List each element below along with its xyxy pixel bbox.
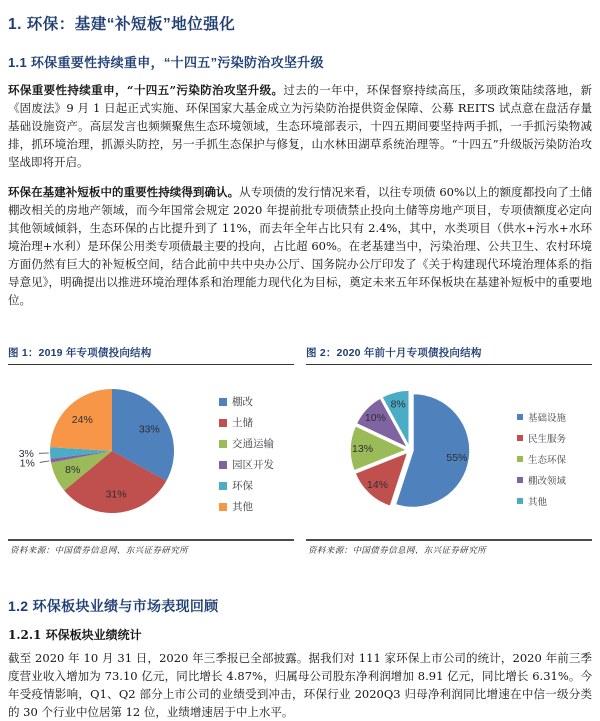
pie-data-label: 8% (391, 399, 406, 411)
figure-1 (8, 343, 294, 556)
legend-item-棚改 (219, 391, 274, 412)
legend-item-生态环保 (517, 448, 566, 469)
paragraph-3: 截至 2020 年 10 月 31 日，2020 年三季报已全部披露。据我们对 111 家环保上市公司的统计，2020 年前三季度营业收入增加为 73.10 亿元，同比增长 4.87%，归属母公司股东净利润增加 8.91 亿元，同比增长 6.31%。今年受疫情影响，Q1、Q2 部分上市公司的业绩受到冲击，环保行业 2020Q3 归母净利润同比增速在中信一级分类的 30 个行业中位居第 12 位，业绩增速居于中上水平。 (8, 649, 592, 721)
section-1-heading: 1. 环保：基建“补短板”地位强化 (8, 12, 592, 34)
legend-swatch-icon (219, 398, 227, 406)
figure-2-chart-area (306, 365, 592, 537)
figure-1-title: 图 1：2019 年专项债投向结构 (8, 343, 294, 365)
pie-chart-2019 (8, 365, 220, 537)
legend-label: 其他 (528, 494, 547, 508)
legend-label: 其他 (232, 499, 253, 514)
pie-data-label: 1% (20, 458, 35, 470)
figure-row (8, 343, 592, 556)
legend-swatch-icon (219, 503, 227, 511)
legend-swatch-icon (517, 477, 523, 483)
legend-label: 交通运输 (232, 436, 274, 451)
legend-label: 土储 (232, 415, 253, 430)
paragraph-1 (8, 81, 592, 171)
figure-2-title: 图 2：2020 年前十月专项债投向结构 (306, 343, 592, 365)
pie-data-label: 14% (367, 479, 388, 491)
legend-label: 环保 (232, 478, 253, 493)
pie-data-label: 13% (352, 443, 373, 455)
legend-swatch-icon (219, 482, 227, 490)
figure-1-legend (219, 391, 274, 517)
legend-label: 生态环保 (528, 452, 566, 466)
legend-item-园区开发 (219, 454, 274, 475)
pie-data-label: 3% (19, 448, 34, 460)
section-1-1-heading: 1.1 环保重要性持续重申，“十四五”污染防治攻坚升级 (8, 52, 592, 71)
pie-chart-2020 (306, 365, 518, 537)
legend-item-土储 (219, 412, 274, 433)
legend-item-环保 (219, 475, 274, 496)
pie-data-label: 24% (72, 414, 93, 426)
legend-label: 基础设施 (528, 410, 566, 424)
legend-label: 棚改 (232, 394, 253, 409)
legend-item-其他 (517, 490, 566, 511)
figure-1-source: 资料来源：中国债券信息网、东兴证券研究所 (8, 539, 294, 556)
paragraph-1-text: 过去的一年中，环保督察持续高压，多项政策陆续落地，新《固废法》9 月 1 日起正式实施、环保国家大基金成立为污染防治提供资金保障、公募 REITS 试点意在盘活存量基础设施资产。高层发言也频频聚焦生态环境领域，生态环境部表示，十四五期间要坚持两手抓，一手抓污染物减排，抓环境治理，抓源头防控，另一手抓生态保护与修复，山水林田湖草系统治理等。“十四五”升级版污染防治攻坚战即将开启。 (8, 83, 592, 169)
legend-label: 民生服务 (528, 431, 566, 445)
legend-item-交通运输 (219, 433, 274, 454)
paragraph-2-lead: 环保在基建补短板中的重要性持续得到确认。 (8, 185, 239, 199)
figure-2 (306, 343, 592, 556)
paragraph-2 (8, 183, 592, 309)
legend-swatch-icon (517, 456, 523, 462)
pie-data-label: 33% (139, 423, 160, 435)
pie-data-label: 31% (106, 489, 127, 501)
legend-swatch-icon (517, 414, 523, 420)
legend-item-基础设施 (517, 406, 566, 427)
legend-label: 园区开发 (232, 457, 274, 472)
section-1-2-heading: 1.2 环保板块业绩与市场表现回顾 (8, 596, 592, 616)
legend-item-棚改领域 (517, 469, 566, 490)
pie-data-label: 8% (65, 464, 80, 476)
pie-label-leader-line (40, 461, 50, 463)
paragraph-2-text: 从专项债的发行情况来看，以往专项债 60%以上的额度都投向了土储棚改相关的房地产领域，而今年国常会规定 2020 年提前批专项债禁止投向土储等房地产项目，专项债额度必定向其他领域倾斜，生态环保的占比提升到了 11%，而去年全年占比只有 2.4%，其中，水类项目（供水+污水+水环境治理+水利）是环保公用类专项债最主要的投向，占比超 60%。在老基建当中，污染治理、公共卫生、农村环境方面仍然有巨大的补短板空间，结合此前中共中央办公厅、国务院办公厅印发了《关于构建现代环境治理体系的指导意见》，明确提出以推进环境治理体系和治理能力现代化为目标，奠定未来五年环保板块在基建补短板中的重要地位。 (8, 185, 592, 307)
paragraph-1-lead: 环保重要性持续重申，“十四五”污染防治攻坚升级。 (8, 83, 283, 97)
legend-swatch-icon (219, 419, 227, 427)
pie-data-label: 10% (365, 412, 386, 424)
legend-swatch-icon (219, 461, 227, 469)
section-1-2-1-heading: 1.2.1 环保板块业绩统计 (8, 626, 592, 643)
legend-swatch-icon (517, 498, 523, 504)
pie-data-label: 55% (446, 452, 467, 464)
legend-item-其他 (219, 496, 274, 517)
figure-2-legend (517, 406, 566, 511)
legend-label: 棚改领域 (528, 473, 566, 487)
legend-swatch-icon (219, 440, 227, 448)
figure-1-chart-area (8, 365, 294, 537)
legend-item-民生服务 (517, 427, 566, 448)
figure-2-source: 资料来源：中国债券信息网、东兴证券研究所 (306, 539, 592, 556)
legend-swatch-icon (517, 435, 523, 441)
